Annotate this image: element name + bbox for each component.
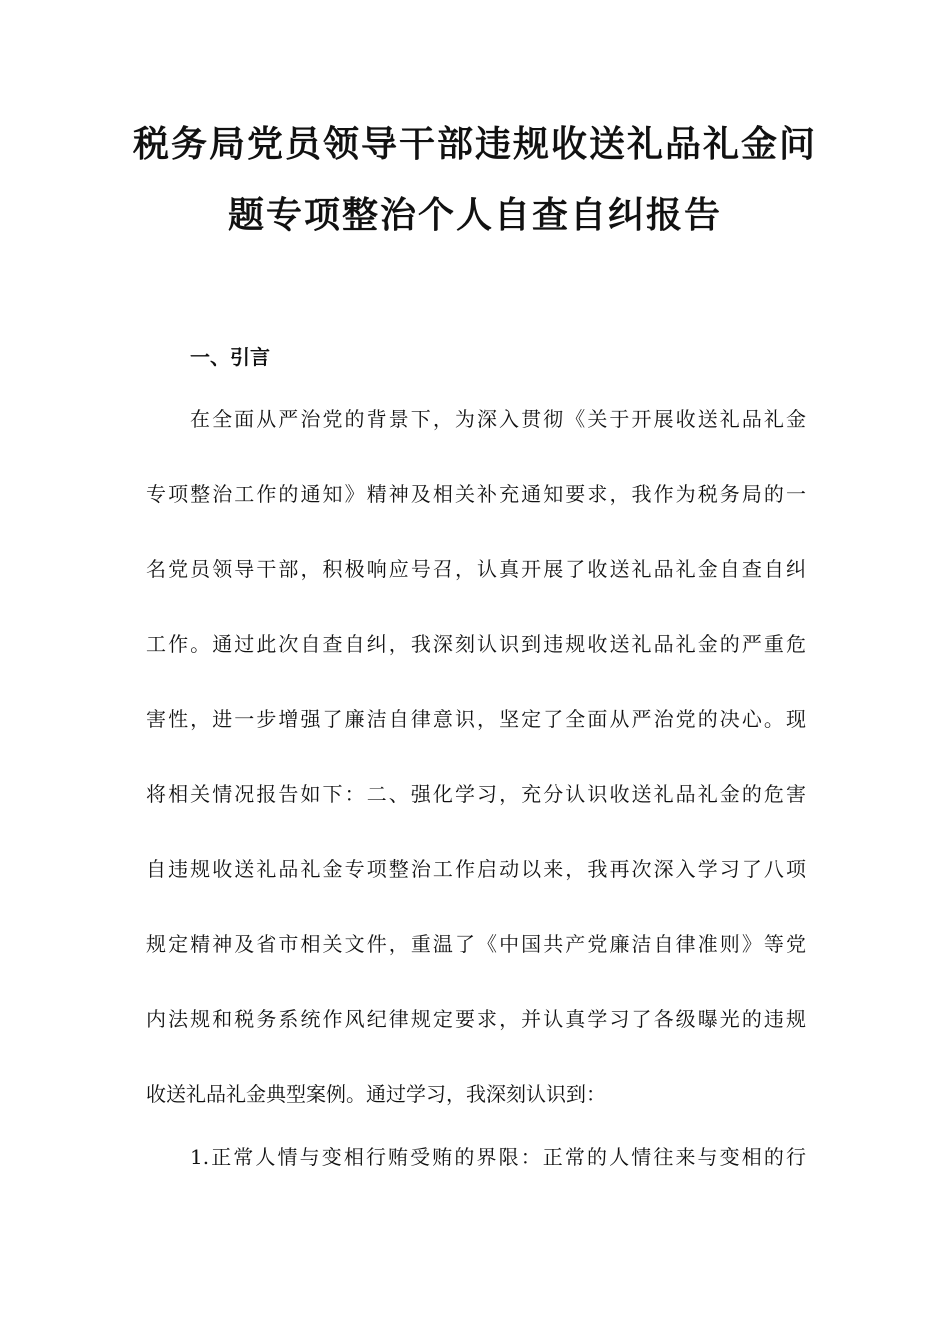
section-heading-introduction: 一、引言 <box>190 345 270 369</box>
paragraph-line: 名党员领导干部，积极响应号召，认真开展了收送礼品礼金自查自纠 <box>146 557 806 581</box>
paragraph-line: 规定精神及省市相关文件，重温了《中国共产党廉洁自律准则》等党 <box>146 932 806 956</box>
document-title-line-1: 税务局党员领导干部违规收送礼品礼金问 <box>132 124 817 165</box>
paragraph-line: 将相关情况报告如下：二、强化学习，充分认识收送礼品礼金的危害 <box>146 782 806 806</box>
paragraph-line: 工作。通过此次自查自纠，我深刻认识到违规收送礼品礼金的严重危 <box>146 632 806 656</box>
paragraph-line: 专项整治工作的通知》精神及相关补充通知要求，我作为税务局的一 <box>146 482 806 506</box>
document-title-line-2: 题专项整治个人自查自纠报告 <box>227 195 722 236</box>
paragraph-line: 自违规收送礼品礼金专项整治工作启动以来，我再次深入学习了八项 <box>146 857 806 881</box>
numbered-list-item: 1.正常人情与变相行贿受贿的界限：正常的人情往来与变相的行 <box>190 1145 806 1169</box>
paragraph-line: 害性，进一步增强了廉洁自律意识，坚定了全面从严治党的决心。现 <box>146 707 806 731</box>
paragraph-line: 收送礼品礼金典型案例。通过学习，我深刻认识到： <box>146 1082 606 1106</box>
paragraph-line: 在全面从严治党的背景下，为深入贯彻《关于开展收送礼品礼金 <box>190 407 806 431</box>
paragraph-line: 内法规和税务系统作风纪律规定要求，并认真学习了各级曝光的违规 <box>146 1007 806 1031</box>
